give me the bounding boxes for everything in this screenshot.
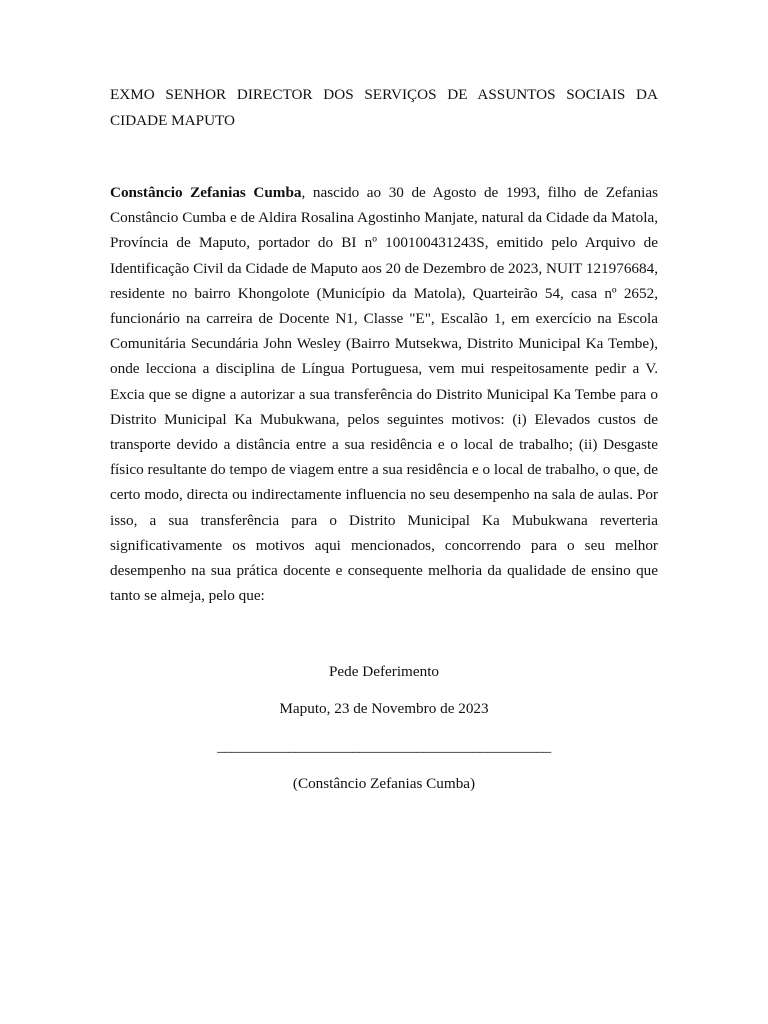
requester-name: Constâncio Zefanias Cumba [110, 184, 302, 201]
signature-line: _______________________________________________ [217, 738, 551, 755]
closing-formula: Pede Deferimento [328, 663, 440, 680]
signatory-name: (Constâncio Zefanias Cumba) [292, 775, 476, 792]
request-body [110, 180, 658, 608]
addressee-heading: EXMO SENHOR DIRECTOR DOS SERVIÇOS DE ASSUNTOS SOCIAIS DA CIDADE MAPUTO [110, 86, 658, 129]
request-body-text: , nascido ao 30 de Agosto de 1993, filho de Zefanias Constâncio Cumba e de Aldira Rosalina Agostinho Manjate, natural da Cidade da Matola, Província de Maputo, portador do BI nº 100100431243S, emitido pelo Arquivo de Identificação Civil da Cidade de Maputo aos 20 de Dezembro de 2023, NUIT 121976684, residente no bairro Khongolote (Município da Matola), Quarteirão 54, casa nº 2652, funcionário na carreira de Docente N1, Classe "E", Escalão 1, em exercício na Escola Comunitária Secundária John Wesley (Bairro Mutsekwa, Distrito Municipal Ka Tembe), onde lecciona a disciplina de Língua Portuguesa, vem mui respeitosamente pedir a V. Excia que se digne a autorizar a sua transferência do Distrito Municipal Ka Tembe para o Distrito Municipal Ka Mubukwana, pelos seguintes motivos: (i) Elevados custos de transporte devido a distância entre a sua residência e o local de trabalho; (ii) Desgaste físico resultante do tempo de viagem entre a sua residência e o local de trabalho, o que, de certo modo, directa ou indirectamente influencia no seu desempenho na sala de aulas. Por isso, a sua transferência para o Distrito Municipal Ka Mubukwana reverteria significativamente os motivos aqui mencionados, concorrendo para o seu melhor desempenho na sua prática docente e consequente melhoria da qualidade de ensino que tanto se almeja, pelo que: [110, 184, 658, 605]
place-and-date: Maputo, 23 de Novembro de 2023 [279, 700, 489, 717]
